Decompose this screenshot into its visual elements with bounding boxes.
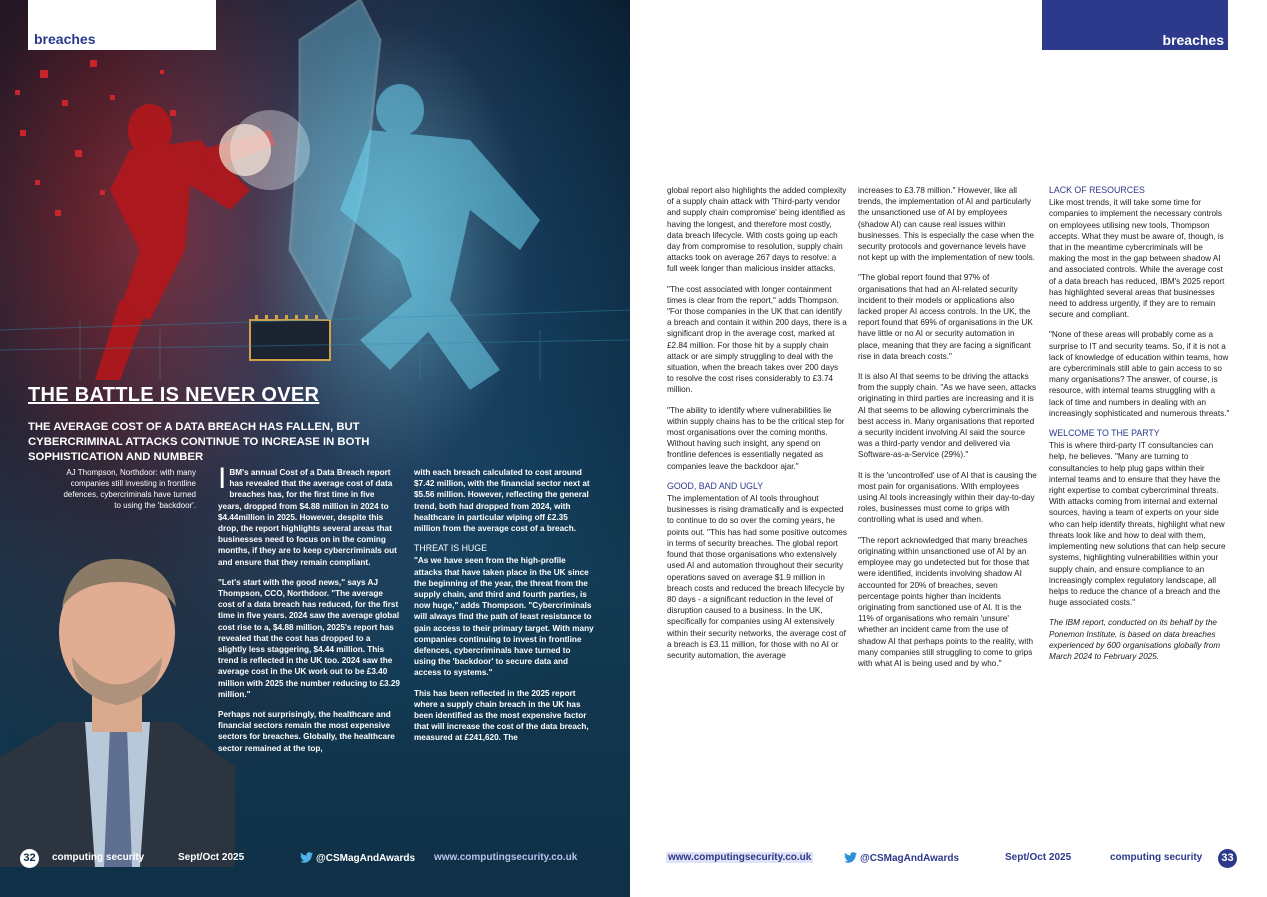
drop-cap: I <box>218 462 227 495</box>
col1-paragraph-2: "Let's start with the good news," says AJ Thompson, CCO, Northdoor. "The average cost of a data breach has reduced, for the first time in five years. 2024 saw the average global cost rise to a, $4.88 million, 2025's report has revealed that the cost has dropped to a slightly less staggering, $4.44 million. This trend is reflected in the UK too. 2024 saw the average cost in the UK work out to be £3.40 million with 2025 the number reducing to £3.29 million." <box>218 577 400 699</box>
article-headline: THE BATTLE IS NEVER OVER <box>28 384 320 406</box>
article-column-2 <box>414 467 594 753</box>
article-column-3 <box>667 185 847 670</box>
author-portrait <box>0 537 235 867</box>
col3-paragraph-3: "The ability to identify where vulnerabilities lie within supply chains has to be the critical step for most organisations over the coming months. Without having such insight, any spend on frontline defences is essentially negated as companies leave the backdoor ajar." <box>667 405 845 471</box>
section-tab-right <box>1042 0 1228 50</box>
col2-paragraph-3: This has been reflected in the 2025 report where a supply chain breach in the UK has been identified as the most expensive factor that will increase the cost of the data breach, measured at £241,620. The <box>414 688 589 743</box>
twitter-icon <box>844 852 857 863</box>
col1-paragraph-3: Perhaps not surprisingly, the healthcare and financial sectors remain the most expensive sectors for breaches. Globally, the healthcare sector remained at the top, <box>218 710 395 753</box>
col3-paragraph-2: "The cost associated with longer containment times is clear from the report," adds Thompson. "For those companies in the UK that can identify a breach and contain it within 200 days, there is a significant drop in the average cost, marked at £2.84 million. For those hit by a supply chain attack or are simply struggling to deal with the situation, when the breach takes over 200 days to resolve the cost rises considerably to £3.74 million. <box>667 284 847 395</box>
section-tab-label: breaches <box>34 31 96 47</box>
article-column-4 <box>858 185 1038 678</box>
left-page <box>0 0 630 897</box>
col1-paragraph-1: BM's annual Cost of a Data Breach report has revealed that the average cost of data breaches has, for the first time in five years, dropped from $4.88 million in 2024 to $4.44million in 2025. However, despite this drop, the report highlights several areas that businesses need to focus on in the coming months, if they are to keep cybercriminals out and ensure that they remain compliant. <box>218 468 397 567</box>
twitter-handle: @CSMagAndAwards <box>316 853 416 864</box>
twitter-handle: @CSMagAndAwards <box>860 853 960 864</box>
footer-left <box>0 849 630 869</box>
footer-magazine-name-right: computing security <box>1110 852 1203 863</box>
footer-twitter-right[interactable] <box>844 852 959 864</box>
photo-caption: AJ Thompson, Northdoor: with many companies still investing in frontline defences, cybercriminals have turned to using the 'backdoor'. <box>63 468 196 510</box>
article-column-5 <box>1049 185 1231 671</box>
col2-paragraph-2: "As we have seen from the high-profile attacks that have taken place in the UK since the beginning of the year, the threat from the supply chain, and third and fourth parties, is now huge," adds Thompson. "Cybercriminals will always find the path of least resistance to gain access to their primary target. With many companies continuing to invest in frontline defences, cybercriminals have turned to using the 'backdoor' to secure data and access to systems." <box>414 556 594 678</box>
col4-paragraph-4: It is the 'uncontrolled' use of AI that is causing the most pain for organisations. With employees using AI tools increasingly within their day-to-day roles, businesses must come to grips with controlling what is used and when. <box>858 470 1037 525</box>
subheading-threat-is-huge: THREAT IS HUGE <box>414 543 487 554</box>
subheading-lack-of-resources: LACK OF RESOURCES <box>1049 185 1145 195</box>
footer-issue-right: Sept/Oct 2025 <box>1005 852 1072 863</box>
subheading-good-bad-ugly: GOOD, BAD AND UGLY <box>667 480 764 491</box>
page-number-right: 33 <box>1218 849 1237 868</box>
page-number-left: 32 <box>20 849 39 868</box>
col4-paragraph-3: It is also AI that seems to be driving the attacks from the supply chain. "As we have seen, attacks originating in third parties are increasing and it is AI that seems to be allowing cybercriminals the best access in. Many organisations that reported a security incident involving AI said the source was a third-party vendor and delivered via Software-as-a-Service (29%)." <box>858 372 1037 460</box>
twitter-icon <box>300 852 313 863</box>
footer-right <box>630 849 1267 869</box>
subheading-welcome-to-the-party: WELCOME TO THE PARTY <box>1049 428 1160 439</box>
col5-paragraph-3: This is where third-party IT consultancies can help, he believes. "Many are turning to consultancies to help plug gaps within their internal teams and to ensure that they have the right expertise to combat cybercriminal threats. With attacks coming from internal and external sources, having a team of experts on your side who can help identify threats, highlight what new threats look like and how to deal with them, implementing new solutions that can help secure systems, highlighting vulnerabilities within your supply chain, and ensure compliance to an increasingly complex regulatory landscape, all helps to reduce the chance of a breach and the huge associated costs." <box>1049 441 1226 608</box>
col4-paragraph-2: "The global report found that 97% of organisations that had an AI-related security incident to their models or applications also lacked proper AI access controls. In the UK, the report found that 69% of organisations in the UK have little or no AI or security automation in place, meaning that they are facing a significant rise in data breach costs." <box>858 273 1033 361</box>
footer-url-right[interactable]: www.computingsecurity.co.uk <box>668 852 812 863</box>
report-note: The IBM report, conducted on its behalf by the Ponemon Institute, is based on data breaches experienced by 600 organisations globally from March 2024 to February 2025. <box>1049 618 1221 661</box>
footer-magazine-name: computing security <box>52 852 145 863</box>
col3-paragraph-4: The implementation of AI tools throughout businesses is rising dramatically and is expected to continue to do so over the coming years, he points out. "This has had some positive outcomes in terms of security breaches. The global report found that those organisations who extensively used AI and automation throughout their security operations saved on average $1.9 million in breach costs and reduced the breach lifecycle by 80 days - a significant reduction in the level of disruption caused to a business. In the UK, specifically for companies using AI extensively within their security networks, the average cost of a breach is £3.11 million, for those with no AI or security automation, the average <box>667 494 847 660</box>
col5-paragraph-2: "None of these areas will probably come as a surprise to IT and security teams. So, if it is not a lack of knowledge of education within teams, how are cybercriminals still able to gain access to so many organisations? The answer, of course, is resource, with internal teams struggling with a lack of time and numbers in dealing with an increasingly sophisticated and numerous threats." <box>1049 330 1230 418</box>
col5-paragraph-1: Like most trends, it will take some time for companies to implement the necessary controls on employees utilising new tools, Thompson accepts. What they must be aware of, though, is that in the meantime cybercriminals will be making the most in the gap between shadow AI and associated controls. While the average cost of a data breach has reduced, IBM's 2025 report has highlighted several areas that businesses need to address urgently, if they are to remain secure and compliant. <box>1049 198 1225 320</box>
footer-issue: Sept/Oct 2025 <box>178 852 245 863</box>
col2-paragraph-1: with each breach calculated to cost around $7.42 million, with the financial sector next at $5.56 million. However, reflecting the general trend, both had dropped from 2024, with healthcare in particular wiping off £2.35 million from the average cost of a breach. <box>414 468 590 534</box>
col4-paragraph-1: increases to £3.78 million." However, like all trends, the implementation of AI and particularly the unsanctioned use of AI by employees (shadow AI) can cause real issues within businesses. This is especially the case when the security protocols and governance levels have not kept up with the implementation of new tools. <box>858 186 1036 263</box>
col4-paragraph-5: "The report acknowledged that many breaches originating within unsanctioned use of AI by an employee may go undetected but for those that were identified, incidents involving shadow AI accounted for 20% of breaches, seven percentage points higher than incidents originating from sanctioned use of AI. It is the 11% of organisations who remain 'unsure' whether an incident came from the use of shadow AI that perhaps points to the reality, with many companies still struggling to come to grips with what AI is being used and by who." <box>858 535 1034 668</box>
footer-url-left[interactable]: www.computingsecurity.co.uk <box>434 852 578 863</box>
section-tab <box>28 0 216 50</box>
section-tab-right-label: breaches <box>1162 32 1224 48</box>
right-page <box>630 0 1267 897</box>
footer-twitter-left[interactable] <box>300 852 415 864</box>
col3-paragraph-1: global report also highlights the added complexity of a supply chain attack with 'Third-party vendor and supply chain compromise' being identified as having the longest, and therefore most costly, data breach lifecycle. With costs going up each day from compromise to resolution, supply chain attacks took on average 267 days to resolve: a full week longer than malicious insider attacks. <box>667 186 847 274</box>
article-column-1 <box>218 462 400 763</box>
article-standfirst: THE AVERAGE COST OF A DATA BREACH HAS FALLEN, BUT CYBERCRIMINAL ATTACKS CONTINUE TO INCREASE IN BOTH SOPHISTICATION AND NUMBER <box>28 421 370 463</box>
